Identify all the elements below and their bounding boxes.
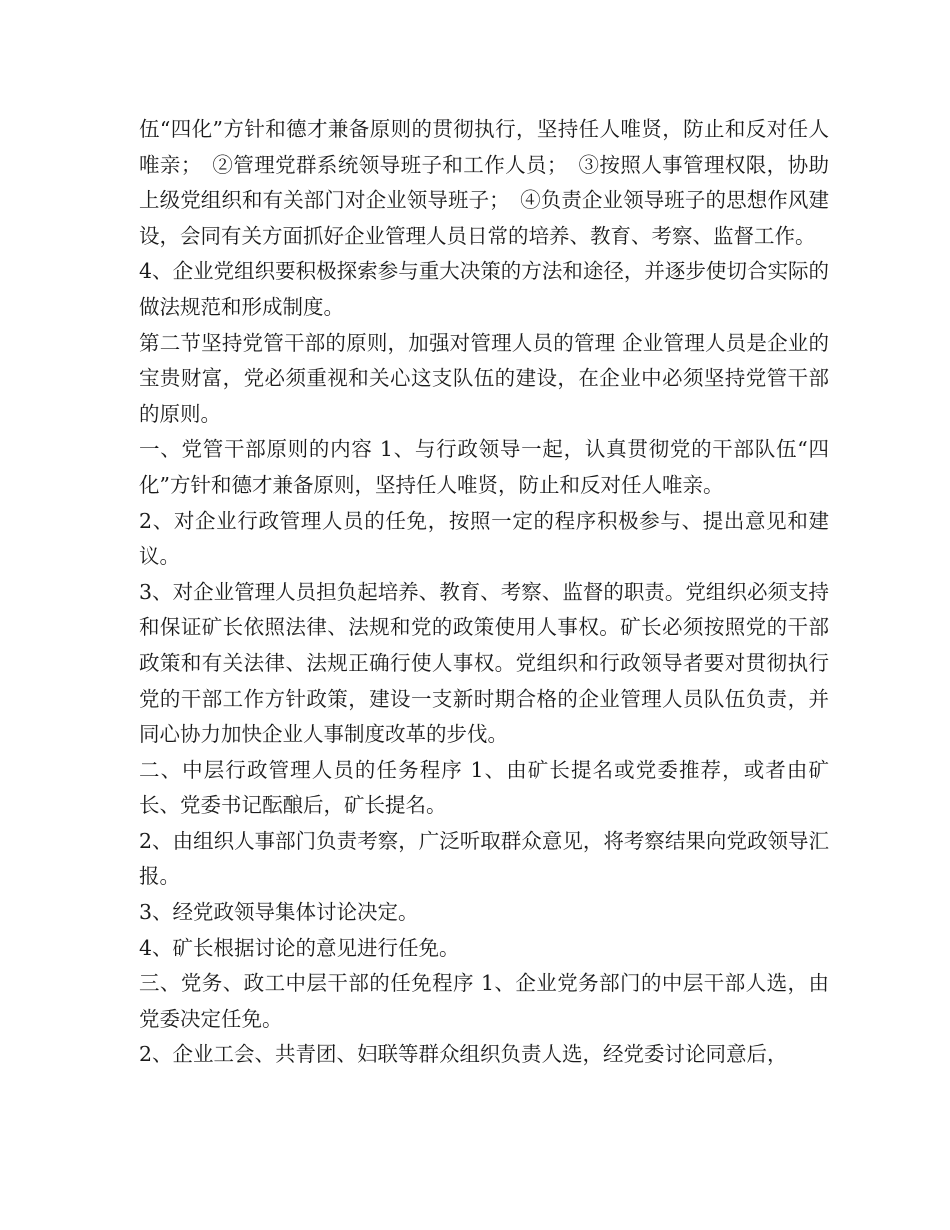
paragraph-item-3: 3、对企业管理人员担负起培养、教育、考察、监督的职责。党组织必须支持和保证矿长依照法律、法规和党的政策使用人事权。矿长必须按照党的干部政策和有关法律、法规正确行使人事权。党组织和行政领导者要对贯彻执行党的干部工作方针政策，建设一支新时期合格的企业管理人员队伍负责，并同心协力加快企业人事制度改革的步伐。 <box>139 579 829 747</box>
paragraph-procedure-2: 2、由组织人事部门负责考察，广泛听取群众意见，将考察结果向党政领导汇报。 <box>139 828 829 889</box>
paragraph-procedure-3: 3、经党政领导集体讨论决定。 <box>139 900 419 925</box>
paragraph-item-4: 4、企业党组织要积极探索参与重大决策的方法和途径，并逐步使切合实际的做法规范和形成制度。 <box>139 259 829 319</box>
paragraph-party-procedure-heading: 三、党务、政工中层干部的任免程序 1、企业党务部门的中层干部人选，由党委决定任免。 <box>139 971 829 1031</box>
paragraph-continuation: 伍“四化”方针和德才兼备原则的贯彻执行，坚持任人唯贤，防止和反对任人唯亲； ②管理党群系统领导班子和工作人员； ③按照人事管理权限，协助上级党组织和有关部门对企业领导班子； ④负责企业领导班子的思想作风建设，会同有关方面抓好企业管理人员日常的培养、教育、考察、监督工作。 <box>139 117 829 248</box>
paragraph-party-procedure-2: 2、企业工会、共青团、妇联等群众组织负责人选，经党委讨论同意后， <box>139 1042 788 1067</box>
paragraph-principle-content: 一、党管干部原则的内容 1、与行政领导一起，认真贯彻党的干部队伍“四化”方针和德才兼备原则，坚持任人唯贤，防止和反对任人唯亲。 <box>139 437 829 497</box>
paragraph-procedure-heading: 二、中层行政管理人员的任务程序 1、由矿长提名或党委推荐，或者由矿长、党委书记酝酿后，矿长提名。 <box>139 757 829 818</box>
document-body <box>139 112 829 1073</box>
paragraph-procedure-4: 4、矿长根据讨论的意见进行任免。 <box>139 935 460 960</box>
section-heading-2: 第二节坚持党管干部的原则，加强对管理人员的管理 企业管理人员是企业的宝贵财富，党必须重视和关心这支队伍的建设，在企业中必须坚持党管干部的原则。 <box>139 330 829 426</box>
paragraph-item-2: 2、对企业行政管理人员的任免，按照一定的程序积极参与、提出意见和建议。 <box>139 508 829 569</box>
